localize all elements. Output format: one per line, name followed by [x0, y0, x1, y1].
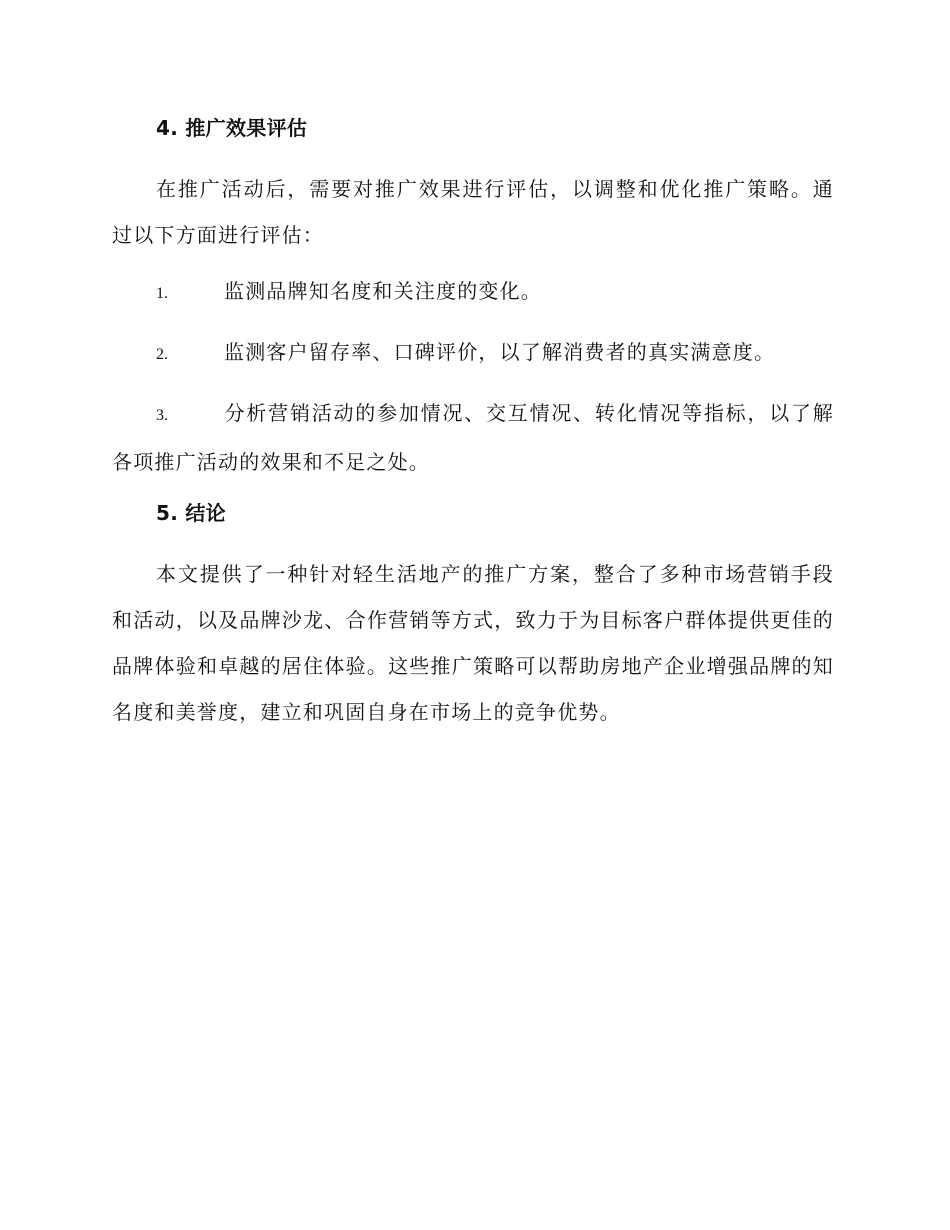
list-item — [112, 390, 834, 485]
section-5-body: 本文提供了一种针对轻生活地产的推广方案，整合了多种市场营销手段和活动，以及品牌沙龙、合作营销等方式，致力于为目标客户群体提供更佳的品牌体验和卓越的居住体验。这些推广策略可以帮助房地产企业增强品牌的知名度和美誉度，建立和巩固自身在市场上的竞争优势。 — [112, 562, 834, 724]
list-number: 3. — [156, 407, 168, 424]
list-number: 1. — [156, 285, 168, 302]
list-number: 2. — [156, 346, 168, 363]
section-4-intro: 在推广活动后，需要对推广效果进行评估，以调整和优化推广策略。通过以下方面进行评估： — [112, 177, 834, 247]
list-item-text: 监测客户留存率、口碑评价，以了解消费者的真实满意度。 — [224, 340, 776, 364]
list-item-text: 监测品牌知名度和关注度的变化。 — [224, 279, 542, 303]
document-content — [112, 112, 834, 735]
section-4-heading: 4. 推广效果评估 — [156, 116, 308, 140]
evaluation-list — [112, 268, 834, 485]
list-item-text: 分析营销活动的参加情况、交互情况、转化情况等指标，以了解各项推广活动的效果和不足之处。 — [112, 401, 834, 474]
list-item — [112, 268, 834, 317]
list-item — [112, 329, 834, 378]
section-5-heading: 5. 结论 — [156, 501, 226, 525]
section-5 — [112, 497, 834, 735]
